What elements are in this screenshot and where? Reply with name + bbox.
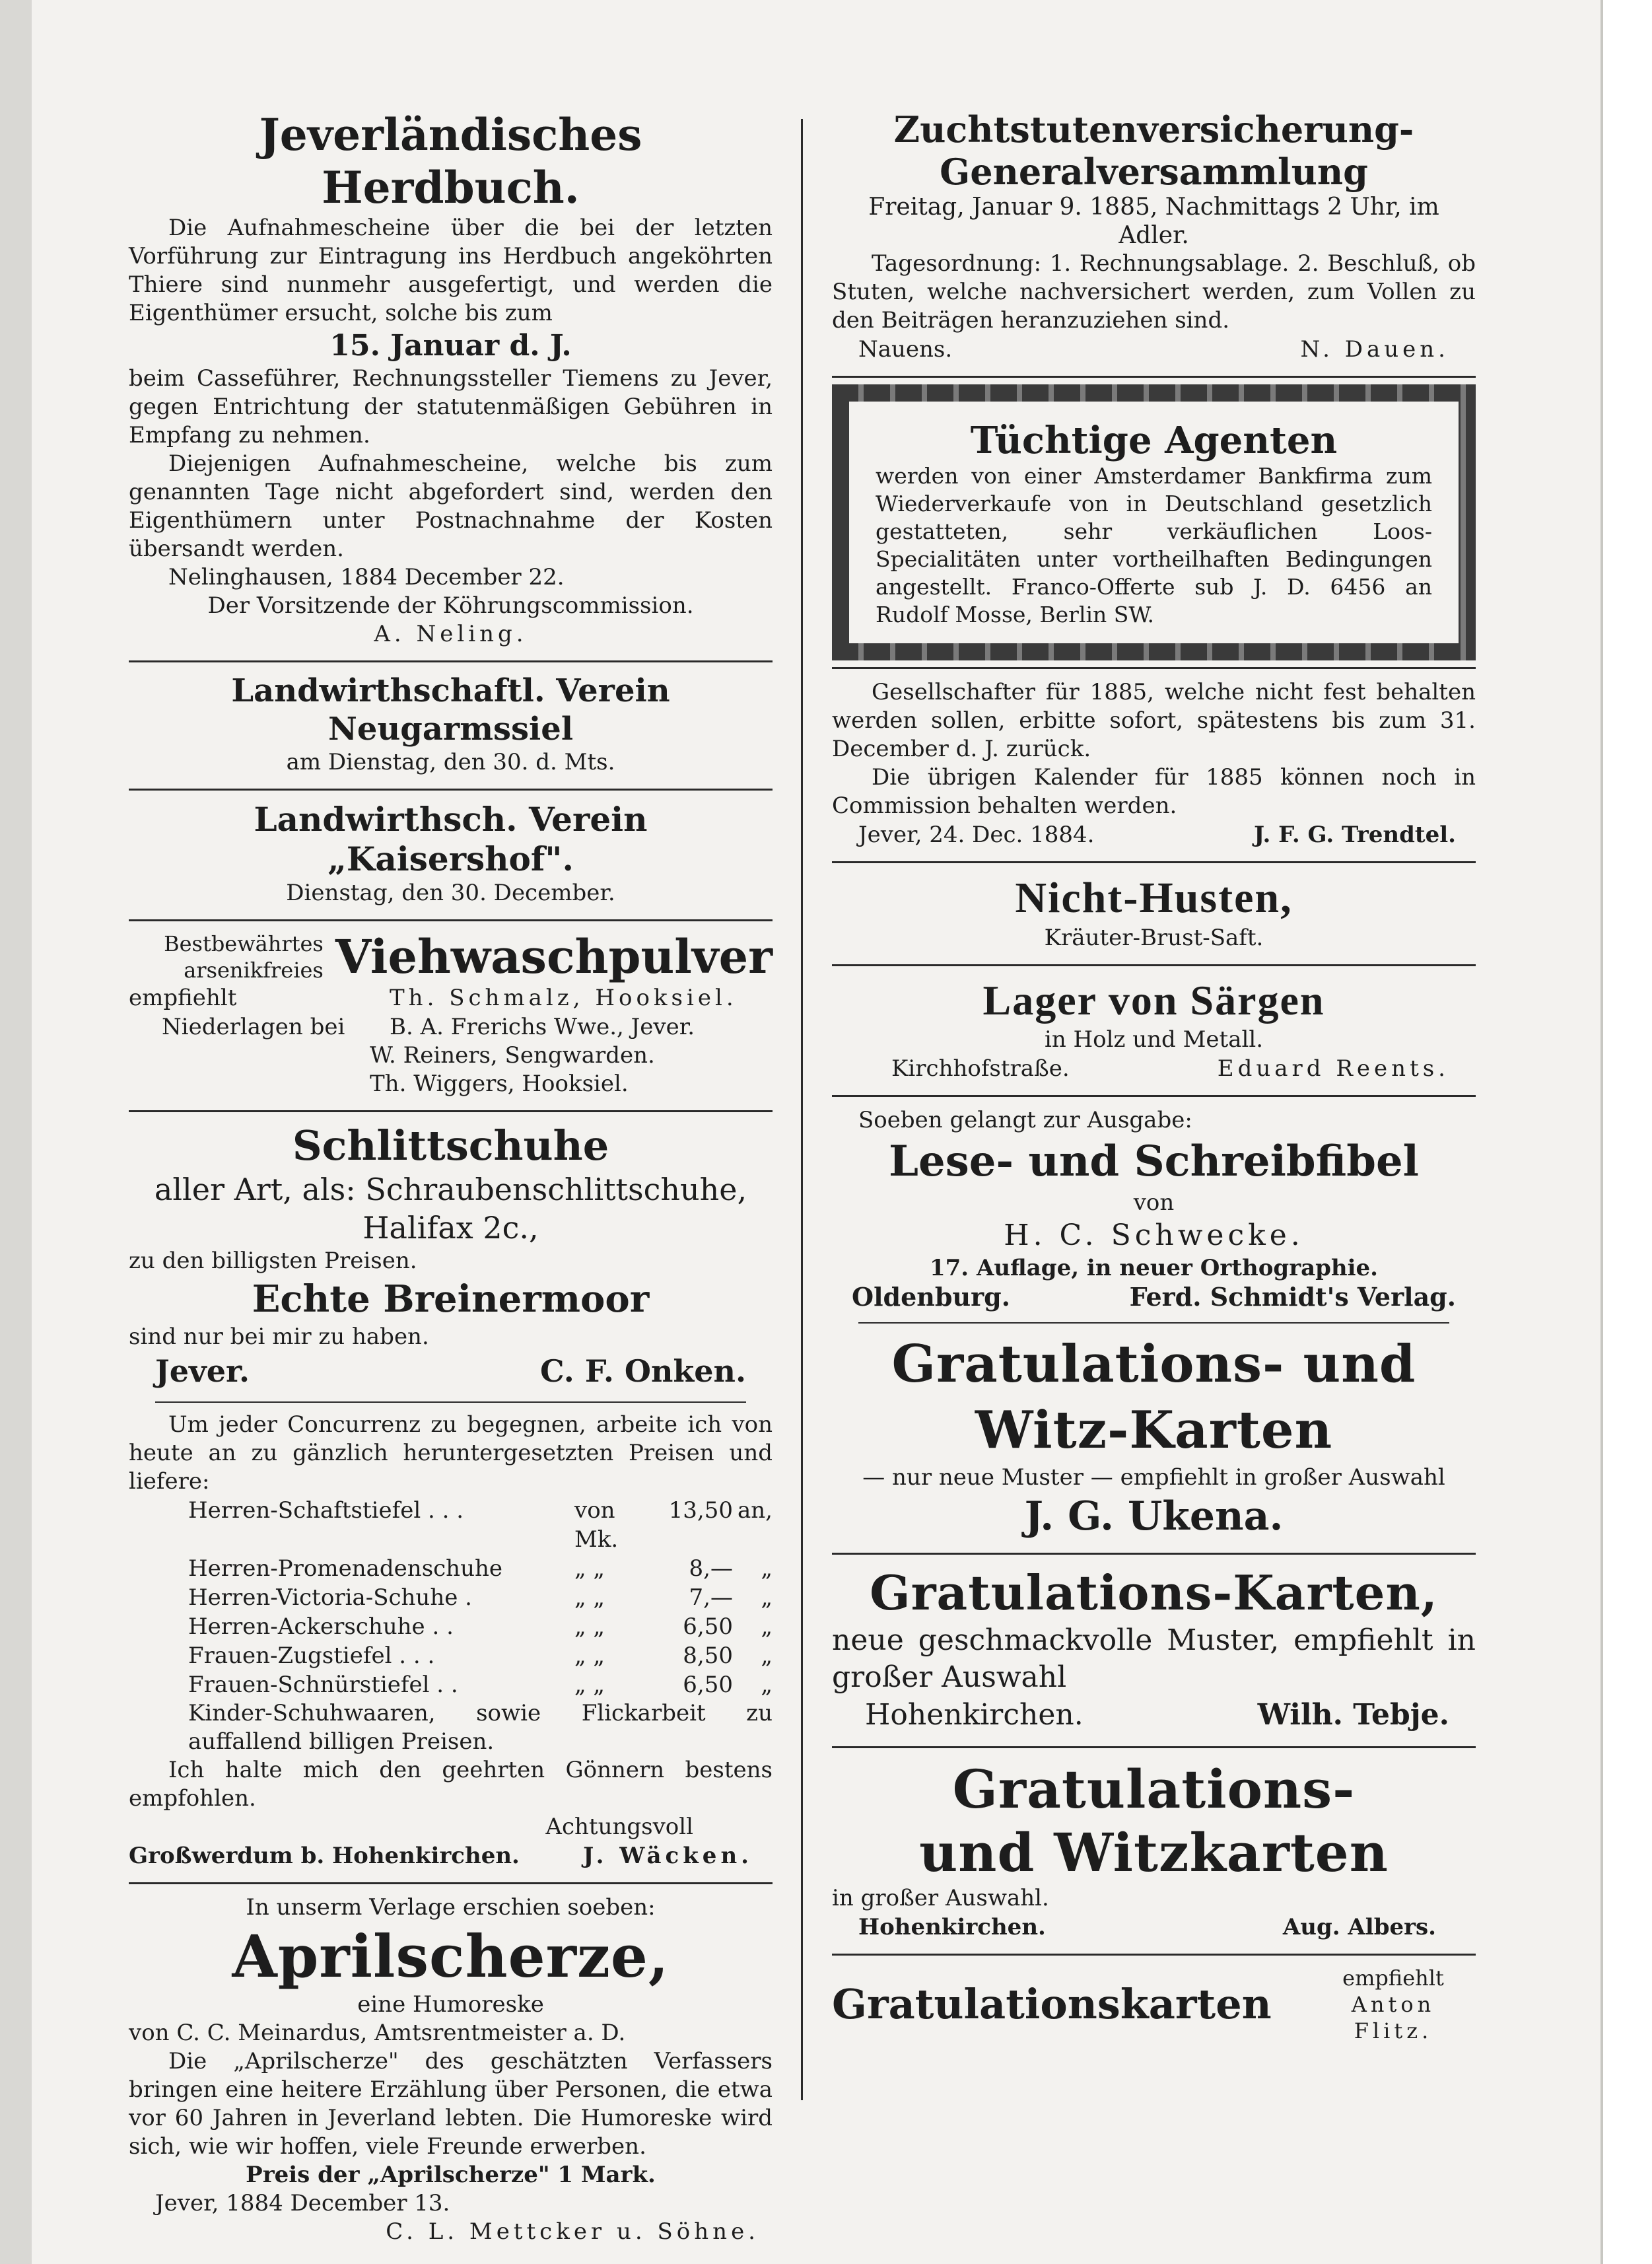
divider — [155, 1401, 746, 1403]
price-item-amount: 8,50 — [683, 1643, 733, 1669]
ad-price: Preis der „Aprilscherze" 1 Mark. — [246, 2162, 656, 2188]
ad-depot-row — [129, 1012, 773, 1042]
ad-title: Aprilscherze, — [232, 1922, 670, 1991]
ad-author: H. C. Schwecke. — [1004, 1219, 1304, 1252]
ad-seller: Th. Schmalz, Hooksiel. — [390, 985, 738, 1011]
ad-place-date: Jever, 24. Dec. 1884. — [858, 822, 1095, 848]
price-item-amount: 8,— — [689, 1555, 733, 1582]
ad-title: Jeverländisches Herdbuch. — [259, 109, 642, 213]
ad-edition: 17. Auflage, in neuer Orthographie. — [929, 1255, 1379, 1281]
ad-side — [1311, 1965, 1476, 2044]
ad-body: in großer Auswahl. — [832, 1885, 1049, 1911]
ad-seller: C. F. Onken. — [539, 1353, 746, 1389]
ad-subtitle: eine Humoreske — [357, 1991, 544, 2018]
ad-title-2: und Witzkarten — [919, 1822, 1389, 1884]
ad-seller: Eduard Reents. — [1217, 1055, 1449, 1082]
ad-empfiehlt: empfiehlt — [129, 985, 237, 1011]
divider — [832, 1954, 1476, 1956]
ad-signature-row — [832, 820, 1476, 849]
price-list-item — [129, 1670, 773, 1699]
ad-title: Tüchtige Agenten — [970, 419, 1338, 462]
ad-title: Schlittschuhe — [292, 1121, 609, 1170]
ad-depot-2: W. Reiners, Sengwarden. — [370, 1042, 655, 1069]
ad-signature-row — [832, 335, 1476, 364]
ad-body: werden von einer Amsterdamer Bankfirma zum Wiederverkaufe von in Deutschland gesetzlich gestatteten, sehr verkäuflichen Loos-Specialitäten unter vortheilhaften Bedingungen angestellt. Franco-Offerte sub J. D. 6456 an Rudolf Mosse, Berlin SW. — [876, 463, 1432, 627]
ad-body-2: beim Casseführer, Rechnungssteller Tiemens zu Jever, gegen Entrichtung der statutenmäßigen Gebühren in Empfang zu nehmen. — [129, 365, 773, 448]
price-list — [129, 1496, 773, 1699]
ad-ukena — [832, 1329, 1476, 1546]
ad-trendtel — [832, 676, 1476, 855]
ad-seller: J. Wäcken. — [583, 1843, 753, 1869]
ad-empfiehlt: empfiehlt — [1342, 1965, 1444, 1991]
ad-signature-row — [832, 1283, 1476, 1312]
ad-title-1: Zuchtstutenversicherung- — [893, 108, 1414, 151]
ad-title: Viehwaschpulver — [335, 929, 773, 984]
price-item-name: Herren-Victoria-Schuhe . — [188, 1584, 472, 1611]
ad-depot-3: Th. Wiggers, Hooksiel. — [370, 1071, 629, 1097]
ad-depot-1: B. A. Frerichs Wwe., Jever. — [390, 1014, 695, 1040]
divider — [832, 964, 1476, 966]
ad-title-1: Gratulations- — [952, 1758, 1356, 1820]
price-list-item — [129, 1641, 773, 1670]
ad-signature-row — [129, 1351, 773, 1391]
ad-signer: N. Dauen. — [1300, 336, 1449, 363]
ad-title-1: Gratulations- und — [891, 1334, 1416, 1394]
ad-niederlagen: Niederlagen bei — [162, 1014, 345, 1040]
price-item-prefix: „ „ — [574, 1584, 605, 1611]
ad-signature-row — [129, 1841, 773, 1870]
ad-date: Freitag, Januar 9. 1885, Nachmittags 2 Uhr, im Adler. — [868, 194, 1439, 249]
price-item-unit: „ — [761, 1613, 773, 1640]
ad-line-3: zu den billigsten Preisen. — [129, 1248, 417, 1274]
divider — [832, 667, 1476, 669]
ad-signer: A. Neling. — [374, 621, 528, 647]
ad-body-2: Die übrigen Kalender für 1885 können noch in Commission behalten werden. — [832, 764, 1476, 819]
ad-body-3: Diejenigen Aufnahmescheine, welche bis zum genannten Tage nicht abgefordert sind, werden den Eigenthümern unter Postnachnahme der Kosten übersandt werden. — [129, 450, 773, 562]
ad-signature-row — [832, 1696, 1476, 1734]
ad-publisher: C. L. Mettcker u. Söhne. — [386, 2218, 759, 2245]
ad-body: Gesellschafter für 1885, welche nicht fest behalten werden sollen, erbitte sofort, spätestens bis zum 31. December d. J. zurück. — [832, 679, 1476, 762]
page-left-edge — [0, 0, 32, 2264]
ad-achtung: Achtungsvoll — [545, 1814, 693, 1840]
ad-line-2: Halifax 2c., — [362, 1210, 539, 1246]
price-item-name: Herren-Schaftstiefel . . . — [188, 1497, 464, 1524]
ad-title-2: Witz-Karten — [975, 1400, 1333, 1460]
divider — [129, 1110, 773, 1112]
ad-place: Kirchhofstraße. — [891, 1055, 1070, 1082]
ad-kinder: Kinder-Schuhwaaren, sowie Flickarbeit zu auffallend billigen Preisen. — [188, 1700, 773, 1755]
ad-title-2: Generalversammlung — [940, 151, 1368, 193]
ad-empfehlung: Ich halte mich den geehrten Gönnern bestens empfohlen. — [129, 1757, 773, 1812]
ad-intro: Um jeder Concurrenz zu begegnen, arbeite ich von heute an zu gänzlich heruntergesetzten Preisen und liefere: — [129, 1411, 773, 1495]
price-item-unit: „ — [761, 1672, 773, 1698]
divider — [832, 861, 1476, 863]
ad-date: Dienstag, den 30. December. — [286, 880, 615, 906]
divider — [832, 1553, 1476, 1555]
ad-title-2: Echte Breinermoor — [252, 1277, 650, 1321]
price-item-unit: an, — [738, 1497, 773, 1524]
price-item-name: Herren-Ackerschuhe . . — [188, 1613, 454, 1640]
ad-title: Gratulationskarten — [832, 1980, 1272, 2028]
ad-title: Landwirthsch. Verein „Kaisershof". — [254, 800, 648, 878]
divider — [832, 1095, 1476, 1097]
price-item-unit: „ — [761, 1555, 773, 1582]
price-list-item — [129, 1612, 773, 1641]
ad-pretitle-2: arsenikfreies — [184, 958, 324, 983]
ad-seller: Anton Flitz. — [1351, 1992, 1435, 2043]
ad-place: Jever. — [155, 1353, 250, 1389]
price-item-name: Frauen-Zugstiefel . . . — [188, 1643, 435, 1669]
ad-title: Lese- und Schreibfibel — [889, 1137, 1419, 1186]
ad-subtitle: Kräuter-Brust-Saft. — [1044, 925, 1264, 951]
ad-verein-neugarmssiel — [129, 669, 773, 782]
ad-place: Oldenburg. — [852, 1282, 1010, 1312]
price-item-name: Herren-Promenadenschuhe — [188, 1555, 502, 1582]
ad-herdbuch — [129, 106, 773, 654]
price-item-unit: „ — [761, 1643, 773, 1669]
ad-waecken — [129, 1408, 773, 1876]
ad-place: Großwerdum b. Hohenkirchen. — [129, 1843, 520, 1869]
ad-fibel — [832, 1104, 1476, 1317]
ad-saerge — [832, 973, 1476, 1088]
ad-tebje — [832, 1561, 1476, 1740]
ad-seller: Wilh. Tebje. — [1257, 1698, 1449, 1732]
ad-pretitle — [129, 931, 335, 983]
ad-line-1: aller Art, als: Schraubenschlittschuhe, — [154, 1172, 747, 1207]
ad-schlittschuhe — [129, 1119, 773, 1396]
left-column — [129, 106, 773, 2251]
ad-nicht-husten — [832, 870, 1476, 958]
ad-body: Die Aufnahmescheine über die bei der letzten Vorführung zur Eintragung ins Herdbuch angeköhrten Thiere sind nunmehr ausgefertigt, und werden die Eigenthümer ersucht, solche bis zum — [129, 215, 773, 326]
ad-body: Die „Aprilscherze" des geschätzten Verfassers bringen eine heitere Erzählung über Personen, die etwa vor 60 Jahren in Jeverland lebten. Die Humoreske wird sich, wie wir hoffen, viele Freunde erwerben. — [129, 2048, 773, 2160]
ad-body: — nur neue Muster — empfiehlt in großer Auswahl — [862, 1464, 1445, 1491]
price-list-item — [129, 1583, 773, 1612]
ad-title: Gratulations-Karten, — [870, 1565, 1438, 1621]
ad-agenten — [832, 384, 1476, 660]
ad-author: von C. C. Meinardus, Amtsrentmeister a. D. — [129, 2020, 626, 2046]
column-separator — [801, 119, 803, 2100]
ad-place: Nauens. — [858, 336, 953, 363]
ad-place: Hohenkirchen. — [865, 1698, 1084, 1732]
ad-intro: In unserm Verlage erschien soeben: — [246, 1894, 656, 1921]
ad-agenda: Tagesordnung: 1. Rechnungsablage. 2. Beschluß, ob Stuten, welche nachversichert werden, zum Vollen zu den Beiträgen heranzuziehen sind. — [832, 250, 1476, 334]
divider — [129, 919, 773, 921]
price-item-name: Frauen-Schnürstiefel . . — [188, 1672, 458, 1698]
ad-flitz — [832, 1962, 1476, 2049]
divider — [129, 1882, 773, 1884]
price-list-item — [129, 1496, 773, 1554]
ad-title: Nicht-Husten, — [1015, 874, 1293, 922]
ad-albers — [832, 1755, 1476, 1947]
ad-place: Hohenkirchen. — [858, 1914, 1046, 1940]
ad-title: Lager von Särgen — [982, 977, 1325, 1024]
price-item-amount: 7,— — [689, 1584, 733, 1611]
ad-signer-title: Der Vorsitzende der Köhrungscommission. — [207, 592, 694, 619]
ad-von: von — [1133, 1189, 1175, 1216]
divider — [129, 660, 773, 662]
ad-seller: J. G. Ukena. — [1024, 1493, 1284, 1539]
price-list-item — [129, 1554, 773, 1583]
ad-headline-row — [129, 931, 773, 983]
price-item-prefix: „ „ — [574, 1613, 605, 1640]
ad-zuchtstuten — [832, 106, 1476, 369]
ad-pretitle-1: Bestbewährtes — [164, 931, 324, 956]
ad-subtitle: in Holz und Metall. — [1044, 1026, 1264, 1053]
price-item-prefix: „ „ — [574, 1555, 605, 1582]
divider — [129, 789, 773, 791]
ad-signature-row — [832, 1913, 1476, 1942]
ad-line-4: sind nur bei mir zu haben. — [129, 1324, 429, 1350]
ad-viehwaschpulver — [129, 928, 773, 1104]
ad-title: Landwirthschaftl. Verein Neugarmssiel — [231, 672, 670, 748]
ad-seller: Aug. Albers. — [1282, 1914, 1436, 1940]
right-column — [832, 106, 1476, 2049]
price-item-unit: „ — [761, 1584, 773, 1611]
divider — [858, 1322, 1449, 1324]
ad-seller-row — [129, 983, 773, 1012]
ad-body: neue geschmackvolle Muster, empfiehlt in großer Auswahl — [832, 1623, 1476, 1694]
ad-intro: Soeben gelangt zur Ausgabe: — [858, 1107, 1192, 1133]
price-item-prefix: „ „ — [574, 1672, 605, 1698]
ad-signature-row — [832, 1054, 1476, 1083]
ad-publisher: Ferd. Schmidt's Verlag. — [1129, 1282, 1456, 1312]
divider — [832, 1746, 1476, 1748]
ad-date: 15. Januar d. J. — [329, 329, 572, 363]
price-item-amount: 6,50 — [683, 1672, 733, 1698]
price-item-prefix: „ „ — [574, 1643, 605, 1669]
price-item-amount: 13,50 — [668, 1497, 733, 1524]
page-right-margin — [1600, 0, 1652, 2264]
ad-verein-kaisershof — [129, 797, 773, 913]
price-item-prefix: von Mk. — [574, 1497, 619, 1553]
price-item-amount: 6,50 — [683, 1613, 733, 1640]
ad-date: am Dienstag, den 30. d. Mts. — [286, 749, 615, 775]
ad-signer: J. F. G. Trendtel. — [1254, 822, 1456, 848]
ad-place-date: Nelinghausen, 1884 December 22. — [168, 564, 565, 590]
divider — [832, 376, 1476, 378]
ad-place-date: Jever, 1884 December 13. — [155, 2190, 450, 2216]
ad-aprilscherze — [129, 1891, 773, 2251]
